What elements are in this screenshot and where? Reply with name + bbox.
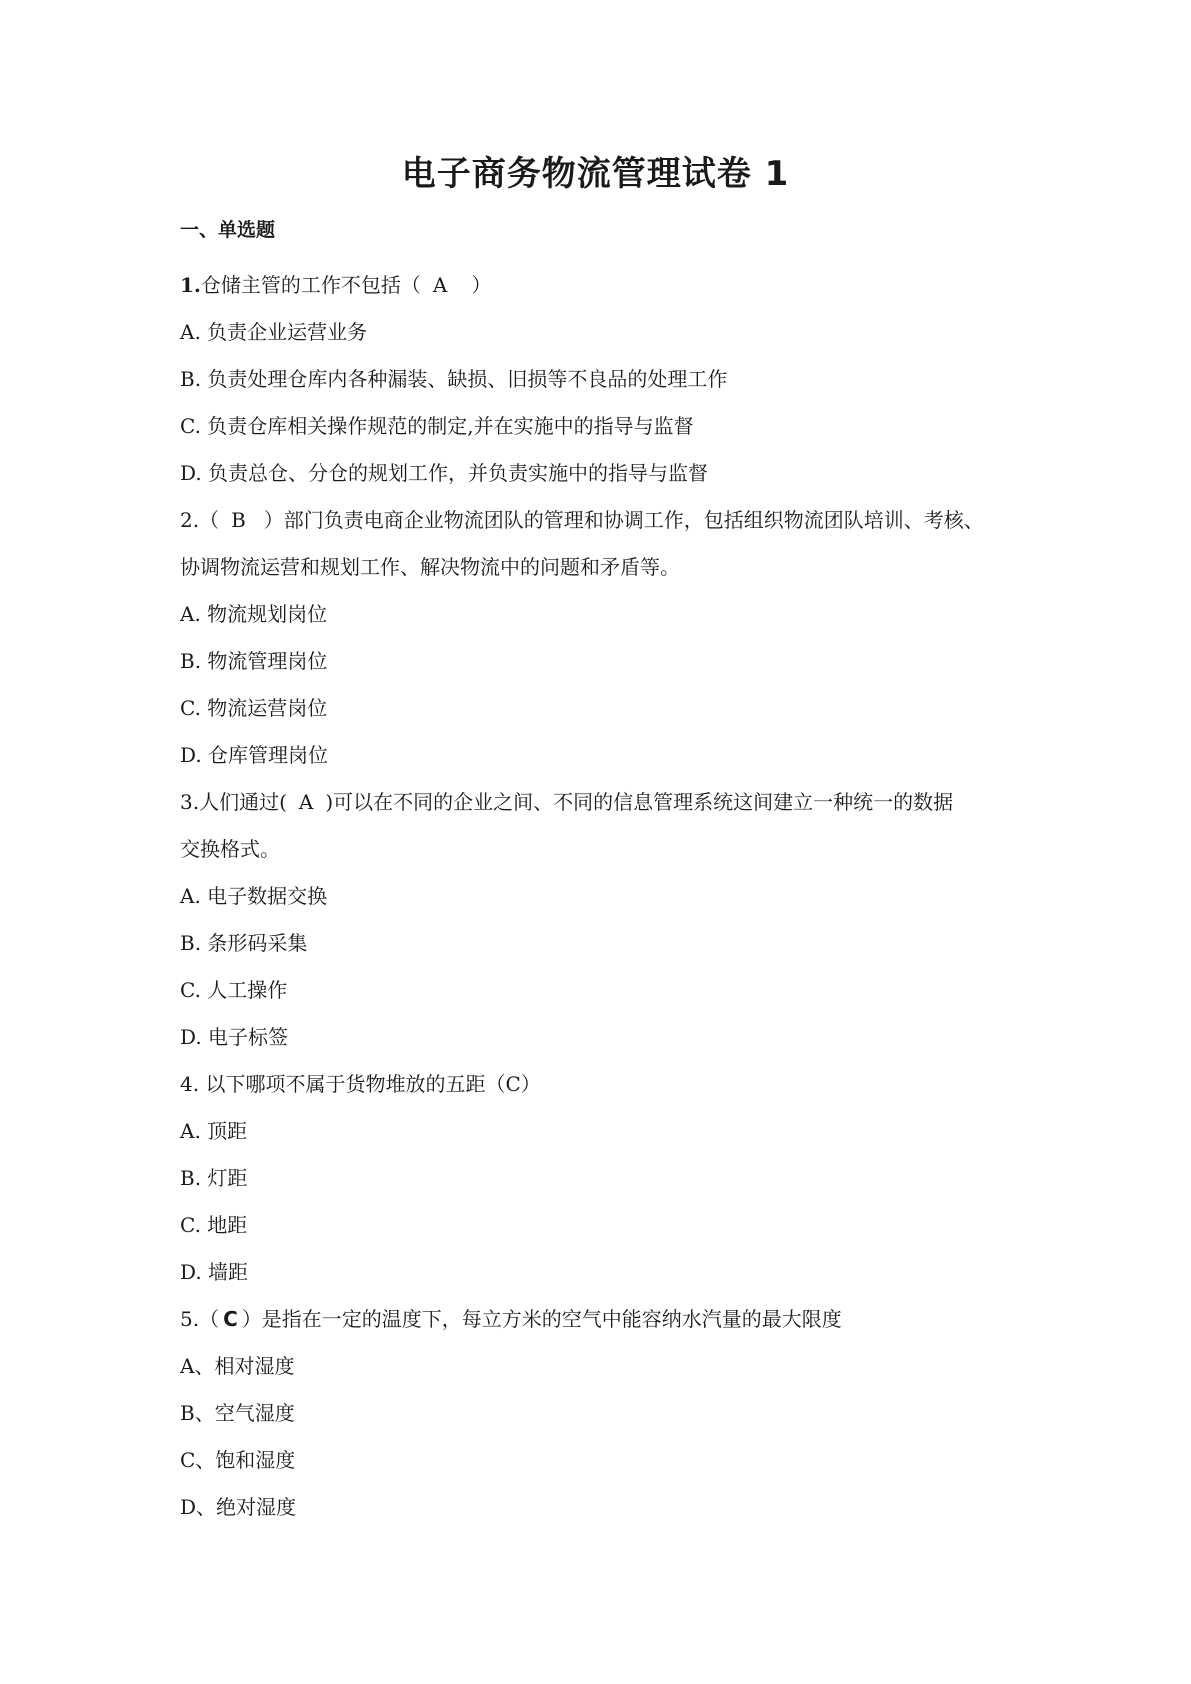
question-5-stem bbox=[180, 1296, 1020, 1343]
question-5-option-c: C、饱和湿度 bbox=[180, 1448, 296, 1472]
question-5-text-after: ）是指在一定的温度下，每立方米的空气中能容纳水汽量的最大限度 bbox=[241, 1307, 842, 1331]
question-1-option-a: A. 负责企业运营业务 bbox=[180, 320, 368, 344]
question-1-number: 1. bbox=[180, 273, 201, 297]
question-2-text-before: 2.（ bbox=[180, 508, 220, 532]
page-title: 电子商务物流管理试卷 1 bbox=[401, 154, 790, 194]
question-3-option-c: C. 人工操作 bbox=[180, 978, 288, 1002]
question-1-option-c: C. 负责仓库相关操作规范的制定,并在实施中的指导与监督 bbox=[180, 414, 694, 438]
question-5-option-a: A、相对湿度 bbox=[180, 1354, 295, 1378]
question-3-answer: A bbox=[298, 790, 314, 814]
question-4-option-c: C. 地距 bbox=[180, 1213, 248, 1237]
question-5-answer: C bbox=[223, 1307, 238, 1331]
question-5-text-before: 5.（ bbox=[180, 1307, 220, 1331]
question-2-option-c: C. 物流运营岗位 bbox=[180, 696, 328, 720]
question-3-option-b: B. 条形码采集 bbox=[180, 931, 308, 955]
question-2-stem-line-2: 协调物流运营和规划工作、解决物流中的问题和矛盾等。 bbox=[180, 555, 680, 579]
question-1-text-before: 仓储主管的工作不包括（ bbox=[200, 273, 421, 297]
question-4-option-d: D. 墙距 bbox=[180, 1260, 249, 1284]
question-4-option-b: B. 灯距 bbox=[180, 1166, 248, 1190]
question-3-text-after: )可以在不同的企业之间、不同的信息管理系统这间建立一种统一的数据 bbox=[325, 790, 954, 814]
question-list bbox=[180, 262, 1020, 1531]
question-1-option-d: D. 负责总仓、分仓的规划工作，并负责实施中的指导与监督 bbox=[180, 461, 709, 485]
question-1-stem bbox=[180, 262, 1020, 309]
question-2-option-a: A. 物流规划岗位 bbox=[180, 602, 328, 626]
question-1-answer: A bbox=[432, 273, 448, 297]
section-heading: 一、单选题 bbox=[180, 219, 276, 241]
question-3-text-before: 3.人们通过( bbox=[180, 790, 287, 814]
question-2-option-b: B. 物流管理岗位 bbox=[180, 649, 328, 673]
question-3-option-d: D. 电子标签 bbox=[180, 1025, 289, 1049]
question-2-answer: B bbox=[231, 508, 246, 532]
question-1-text-after: ） bbox=[471, 273, 492, 297]
question-3-stem-line-1 bbox=[180, 779, 1020, 826]
question-5-option-d: D、绝对湿度 bbox=[180, 1495, 297, 1519]
question-1-option-b: B. 负责处理仓库内各种漏装、缺损、旧损等不良品的处理工作 bbox=[180, 367, 728, 391]
question-2-stem-line-1 bbox=[180, 497, 1020, 544]
question-4-stem: 4. 以下哪项不属于货物堆放的五距（C） bbox=[180, 1072, 541, 1096]
question-5-option-b: B、空气湿度 bbox=[180, 1401, 295, 1425]
question-2-text-after: ）部门负责电商企业物流团队的管理和协调工作，包括组织物流团队培训、考核、 bbox=[263, 508, 984, 532]
question-3-stem-line-2: 交换格式。 bbox=[180, 837, 280, 861]
question-3-option-a: A. 电子数据交换 bbox=[180, 884, 328, 908]
question-2-option-d: D. 仓库管理岗位 bbox=[180, 743, 329, 767]
question-4-option-a: A. 顶距 bbox=[180, 1119, 248, 1143]
